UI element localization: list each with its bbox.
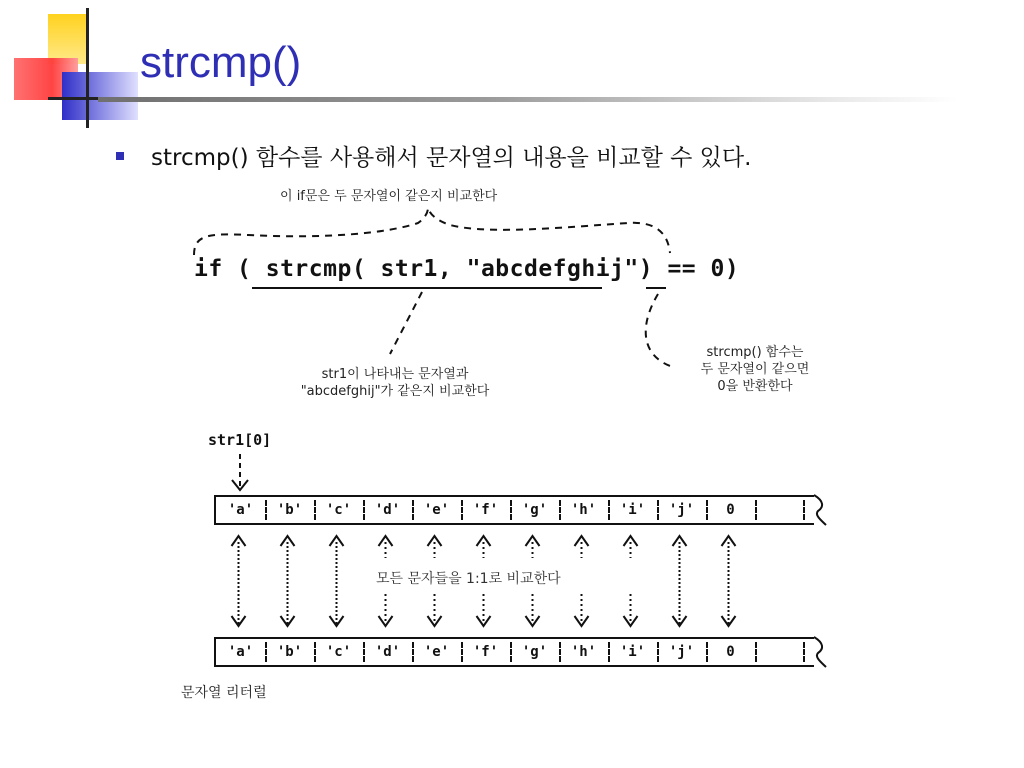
compare-arrow xyxy=(624,536,638,626)
right-note-line-3: 0을 반환한다 xyxy=(717,379,793,394)
cell-separator xyxy=(755,500,757,520)
top-array-cell: 'a' xyxy=(227,502,254,518)
bottom-array-cell: 0 xyxy=(726,644,735,660)
title-divider xyxy=(98,97,958,102)
compare-arrow xyxy=(330,536,344,626)
down-arrow-icon xyxy=(226,452,256,494)
cell-separator xyxy=(803,642,805,662)
bottom-array-cell: 'e' xyxy=(423,644,450,660)
string-literal-label: 문자열 리터럴 xyxy=(181,685,267,701)
left-note-line-2: "abcdefghij"가 같은지 비교한다 xyxy=(300,384,490,399)
top-array-cell: 'f' xyxy=(472,502,499,518)
corner-decoration xyxy=(0,0,140,130)
bottom-array-cell: 'g' xyxy=(521,644,548,660)
top-array-cell: 0 xyxy=(726,502,735,518)
compare-arrow xyxy=(673,536,687,626)
left-note xyxy=(270,366,520,400)
torn-edge-icon xyxy=(812,493,836,527)
bottom-array-cell: 'i' xyxy=(619,644,646,660)
top-array-cell: 'c' xyxy=(325,502,352,518)
top-array-cell: 'e' xyxy=(423,502,450,518)
top-array-cell: 'g' xyxy=(521,502,548,518)
compare-arrow xyxy=(722,536,736,626)
cell-separator xyxy=(755,642,757,662)
bottom-array-cell: 'c' xyxy=(325,644,352,660)
bullet-text: strcmp() 함수를 사용해서 문자열의 내용을 비교할 수 있다. xyxy=(151,145,752,171)
compare-caption: 모든 문자들을 1:1로 비교한다 xyxy=(376,571,561,587)
bullet-marker xyxy=(116,152,124,160)
right-note-line-2: 두 문자열이 같으면 xyxy=(700,362,810,377)
bottom-array-cell: 'f' xyxy=(472,644,499,660)
bottom-array-cell: 'j' xyxy=(668,644,695,660)
bottom-array-cell: 'h' xyxy=(570,644,597,660)
top-array-cell: 'h' xyxy=(570,502,597,518)
bottom-array-cell: 'a' xyxy=(227,644,254,660)
right-note xyxy=(675,344,835,395)
slide-title: strcmp() xyxy=(140,38,302,87)
cell-separator xyxy=(803,500,805,520)
top-array-cell: 'd' xyxy=(374,502,401,518)
compare-arrow xyxy=(575,536,589,626)
compare-arrow xyxy=(281,536,295,626)
torn-edge-icon xyxy=(812,635,836,669)
left-note-line-1: str1이 나타내는 문자열과 xyxy=(321,367,469,382)
top-array-cell: 'j' xyxy=(668,502,695,518)
right-note-line-1: strcmp() 함수는 xyxy=(706,345,804,360)
str1-array xyxy=(214,495,814,525)
compare-arrow xyxy=(232,536,246,626)
bottom-array-cell: 'd' xyxy=(374,644,401,660)
bottom-array-cell: 'b' xyxy=(276,644,303,660)
str1-index-label: str1[0] xyxy=(208,431,272,449)
literal-array xyxy=(214,637,814,667)
top-array-cell: 'i' xyxy=(619,502,646,518)
code-line: if ( strcmp( str1, "abcdefghij") == 0) xyxy=(194,256,740,282)
if-note: 이 if문은 두 문자열이 같은지 비교한다 xyxy=(280,189,498,204)
top-array-cell: 'b' xyxy=(276,502,303,518)
